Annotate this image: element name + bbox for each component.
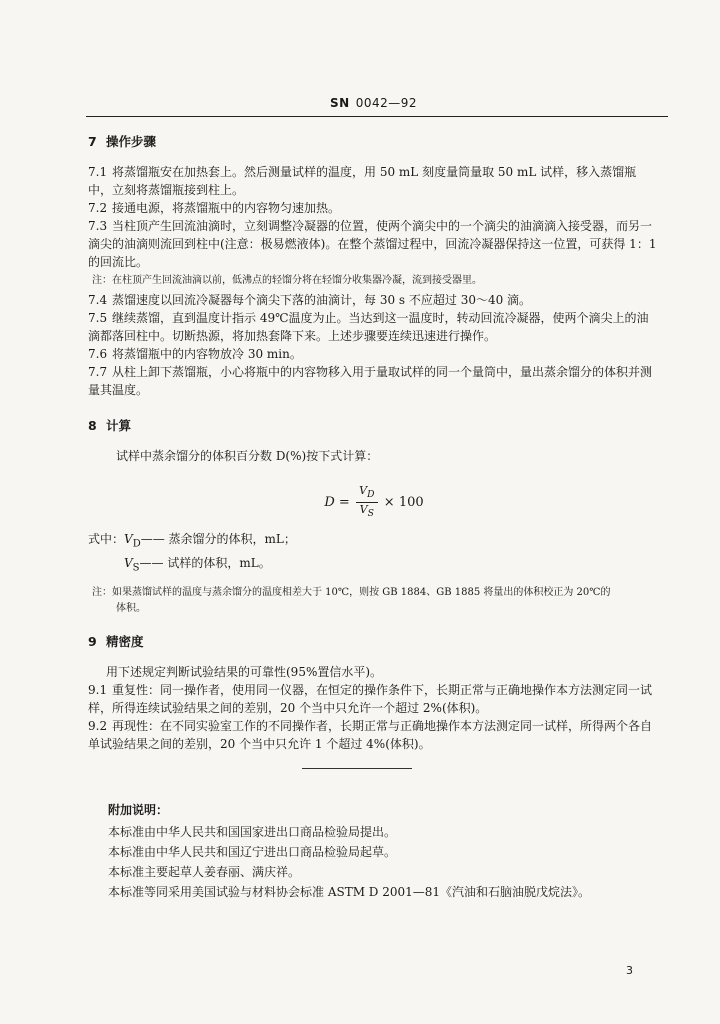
formula-lhs: D = (324, 494, 350, 510)
precision-intro: 用下述规定判断试验结果的可靠性(95%置信水平)。 (106, 665, 383, 680)
step-7-4: 7.4 蒸馏速度以回流冷凝器每个滴尖下落的油滴计，每 30 s 不应超过 30～40 滴。 (88, 293, 532, 307)
where-line-2: $V_S——$ 试样的体积，mL。 (124, 555, 271, 574)
appendix (108, 800, 648, 902)
step-7-2: 7.2 接通电源，将蒸馏瓶中的内容物匀速加热。 (88, 201, 341, 215)
main-content (88, 133, 660, 753)
step-7-3: 7.3 当柱顶产生回流油滴时，立刻调整冷凝器的位置，使两个滴尖中的一个滴尖的油滴滴入接受器，而另一滴尖的油滴则流回到柱中(注意：极易燃液体)。在整个蒸馏过程中，回流冷凝器保持这一位置，可获得 1：1 的回流比。 (88, 219, 657, 269)
precision-9-2: 9.2 再现性：在不同实验室工作的不同操作者，长期正常与正确地操作本方法测定同一试样，所得两个各自单试验结果之间的差别，20 个当中只允许 1 个超过 4%(体积)。 (88, 719, 653, 752)
step-7-6: 7.6 将蒸馏瓶中的内容物放冷 30 min。 (88, 347, 302, 361)
appendix-line-2: 本标准由中华人民共和国辽宁进出口商品检验局起草。 (108, 845, 397, 859)
precision-9-1: 9.1 重复性：同一操作者，使用同一仪器，在恒定的操作条件下，长期正常与正确地操作本方法测定同一试样，所得连续试验结果之间的差别，20 个当中只允许一个超过 2%(体积)。 (88, 683, 653, 716)
section-7-title: 7 操作步骤 (88, 134, 157, 149)
section-8-title: 8 计算 (88, 418, 132, 433)
calculation-formula (88, 485, 660, 520)
formula-denominator: $V_S$ (359, 503, 374, 520)
step-7-7: 7.7 从柱上卸下蒸馏瓶，小心将瓶中的内容物移入用于量取试样的同一个量筒中，量出蒸余馏分的体积并测量其温度。 (88, 365, 653, 397)
appendix-line-1: 本标准由中华人民共和国国家进出口商品检验局提出。 (108, 825, 397, 839)
appendix-line-3: 本标准主要起草人姜春丽、满庆祥。 (108, 865, 301, 879)
formula-numerator: $V_D$ (359, 484, 375, 501)
step-7-1: 7.1 将蒸馏瓶安在加热套上。然后测量试样的温度，用 50 mL 刻度量筒量取 50 mL 试样，移入蒸馏瓶中，立刻将蒸馏瓶接到柱上。 (88, 165, 637, 197)
header-rule (86, 116, 668, 117)
formula-rhs: × 100 (383, 494, 424, 510)
step-7-5: 7.5 继续蒸馏，直到温度计指示 49℃温度为止。当达到这一温度时，转动回流冷凝器，使两个滴尖上的油滴都落回柱中。切断热源，将加热套降下来。上述步骤要连续迅速进行操作。 (88, 311, 649, 343)
standard-header (330, 96, 417, 110)
page-number: 3 (626, 964, 633, 977)
section-9-title: 9 精密度 (88, 634, 144, 650)
standard-number: 0042—92 (355, 96, 417, 110)
section-8-note: 注：如果蒸馏试样的温度与蒸余馏分的温度相差大于 10℃，则按 GB 1884、GB 1885 将量出的体积校正为 20℃的 体积。 (92, 587, 611, 615)
appendix-line-4: 本标准等同采用美国试验与材料协会标准 ASTM D 2001—81《汽油和石脑油脱戊烷法》。 (108, 885, 591, 899)
where-line-1: 式中：$V_D——$ 蒸余馏分的体积，mL； (88, 532, 296, 550)
formula-fraction (356, 485, 378, 520)
calculation-intro: 试样中蒸余馏分的体积百分数 D(%)按下式计算： (116, 449, 379, 463)
end-divider (302, 768, 412, 769)
section-7-note: 注：在柱顶产生回流油滴以前，低沸点的轻馏分将在轻馏分收集器冷凝，流到接受器里。 (92, 275, 482, 286)
appendix-title: 附加说明： (108, 803, 169, 817)
standard-code: SN (330, 96, 350, 110)
